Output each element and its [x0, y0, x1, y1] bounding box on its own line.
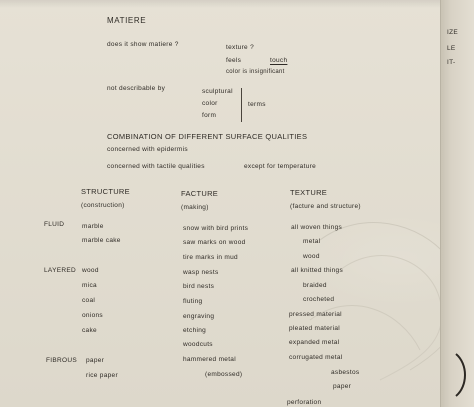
facture-item: fluting — [183, 298, 203, 305]
adjacent-page-edge — [440, 0, 474, 407]
texture-item: perforation — [287, 399, 322, 406]
structure-item: rice paper — [86, 372, 118, 379]
edge-text: LE — [447, 45, 456, 52]
bracket-line — [241, 88, 242, 122]
facture-item: hammered metal — [183, 356, 236, 363]
feels-text: feels — [226, 57, 242, 64]
texture-item: pleated material — [289, 325, 341, 332]
page-title: MATIERE — [107, 16, 147, 25]
texture-item: crocheted — [303, 296, 335, 303]
facture-item: saw marks on wood — [183, 239, 246, 246]
facture-item: woodcuts — [183, 341, 213, 348]
color-note: color is insignificant — [226, 69, 285, 75]
except-temperature-text: except for temperature — [244, 163, 316, 170]
structure-item: marble cake — [82, 237, 121, 244]
facture-item: (embossed) — [205, 371, 243, 378]
structure-item: onions — [82, 312, 103, 319]
column-header-structure: STRUCTURE — [81, 187, 130, 196]
epidermis-text: concerned with epidermis — [107, 146, 188, 153]
structure-item: wood — [82, 267, 99, 274]
combination-heading: COMBINATION OF DIFFERENT SURFACE QUALITIES — [107, 132, 308, 141]
texture-item: braided — [303, 282, 327, 289]
tactile-text: concerned with tactile qualities — [107, 163, 205, 170]
structure-item: coal — [82, 297, 96, 304]
texture-item: all knitted things — [291, 267, 344, 274]
structure-item: cake — [82, 327, 97, 334]
facture-item: tire marks in mud — [183, 254, 238, 261]
texture-item: all woven things — [291, 224, 343, 231]
touch-text: touch — [270, 57, 288, 64]
facture-item: bird nests — [183, 283, 215, 290]
facture-item: etching — [183, 327, 207, 334]
not-describable-text: not describable by — [107, 85, 166, 92]
column-subheader: (facture and structure) — [290, 203, 361, 210]
facture-item: snow with bird prints — [183, 225, 249, 232]
texture-item: wood — [303, 253, 320, 260]
row-label-layered: LAYERED — [44, 267, 76, 274]
structure-item: marble — [82, 223, 104, 230]
row-label-fluid: FLUID — [44, 221, 65, 228]
terms-text: terms — [248, 101, 266, 108]
texture-item: corrugated metal — [289, 354, 343, 361]
texture-item: pressed material — [289, 311, 342, 318]
page-fold-shadow — [0, 0, 474, 8]
describable-item: form — [202, 112, 217, 119]
describable-item: color — [202, 100, 218, 107]
texture-question: texture ? — [226, 44, 254, 51]
facture-item: wasp nests — [183, 269, 219, 276]
edge-text: IT- — [447, 59, 456, 66]
structure-item: mica — [82, 282, 97, 289]
texture-item: expanded metal — [289, 339, 340, 346]
question-text: does it show matiere ? — [107, 41, 179, 48]
column-subheader: (making) — [181, 204, 209, 211]
edge-text: IZE — [447, 29, 459, 36]
row-label-fibrous: FIBROUS — [46, 357, 77, 364]
describable-item: sculptural — [202, 88, 233, 95]
texture-item: asbestos — [331, 369, 360, 376]
page-edge-curve — [452, 352, 472, 398]
structure-item: paper — [86, 357, 105, 364]
texture-item: metal — [303, 238, 321, 245]
texture-item: paper — [333, 383, 352, 390]
column-header-facture: FACTURE — [181, 189, 219, 198]
column-subheader: (construction) — [81, 202, 125, 209]
column-header-texture: TEXTURE — [290, 188, 328, 197]
facture-item: engraving — [183, 313, 215, 320]
